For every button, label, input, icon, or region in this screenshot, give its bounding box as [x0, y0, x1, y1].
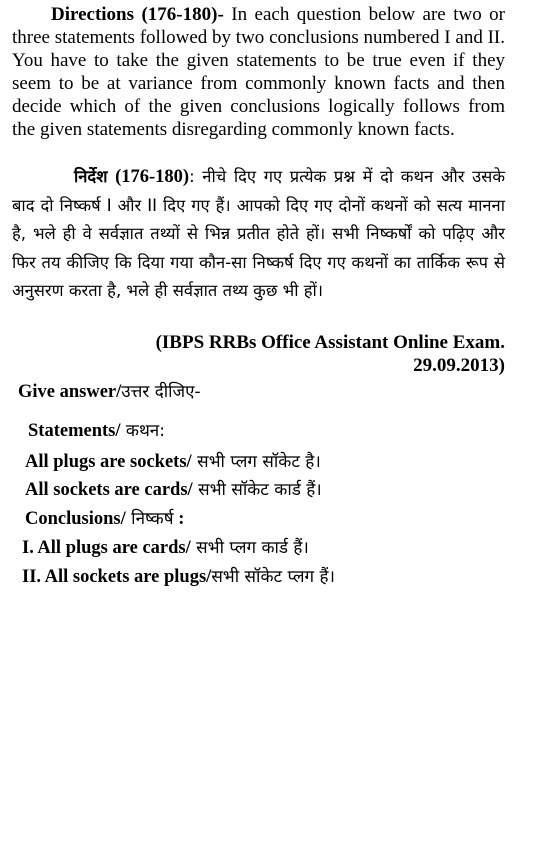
statement-1-hi: सभी प्लग सॉकेट है। [191, 452, 321, 472]
directions-hindi [12, 163, 505, 306]
exam-source [156, 331, 505, 377]
exam-source-line2: 29.09.2013) [413, 355, 505, 376]
conclusion-1-en: I. All plugs are cards/ [22, 538, 191, 558]
statement-2 [25, 477, 322, 501]
conclusions-heading [25, 506, 184, 530]
statements-heading-en: Statements/ [28, 421, 121, 441]
statement-1 [25, 449, 321, 473]
conclusion-2 [22, 564, 335, 588]
conclusion-2-en: II. All sockets are plugs/ [22, 567, 212, 587]
conclusion-1-hi: सभी प्लग कार्ड हैं। [190, 538, 309, 558]
conclusion-2-hi: सभी सॉकेट प्लग हैं। [211, 567, 335, 587]
directions-hindi-range: (176-180) [115, 167, 190, 187]
statement-2-en: All sockets are cards/ [25, 480, 193, 500]
statements-heading-hi: कथन: [120, 421, 165, 441]
conclusion-1 [22, 535, 309, 559]
exam-source-line1: (IBPS RRBs Office Assistant Online Exam. [155, 332, 505, 353]
give-answer [18, 379, 201, 403]
statement-2-hi: सभी सॉकेट कार्ड हैं। [192, 480, 322, 500]
conclusions-heading-hi: निष्कर्ष [125, 509, 174, 529]
give-answer-hi: उत्तर दीजिए- [121, 382, 201, 402]
give-answer-en: Give answer/ [18, 382, 122, 402]
statements-heading [28, 418, 165, 442]
directions-hindi-text: : नीचे दिए गए प्रत्येक प्रश्न में दो कथन और उसके बाद दो निष्कर्ष I और II दिए गए हैं। आपको दिए गए दोनों कथनों को सत्य मानना है, भले ही वे सर्वज्ञात तथ्यों से भिन्न प्रतीत होते हों। सभी निष्कर्षों को पढ़िए और फिर तय कीजिए कि दिया गया कौन-सा निष्कर्ष दिए गए कथनों का तार्किक रूप से अनुसरण करता है, भले ही सर्वज्ञात तथ्य कुछ भी हों। [12, 167, 505, 300]
directions-hindi-label: निर्देश [74, 167, 108, 186]
directions-english [12, 3, 505, 141]
directions-label: Directions (176-180)- [51, 4, 224, 25]
statement-1-en: All plugs are sockets/ [25, 452, 192, 472]
conclusions-heading-colon: : [173, 509, 185, 529]
directions-text: In each question below are two or three statements followed by two conclusions numbered I and II. You have to take the given statements to be true even if they seem to be at variance from commonly known facts and then decide which of the given conclusions logically follows from the given statements disregarding commonly known facts. [12, 4, 505, 140]
conclusions-heading-en: Conclusions/ [25, 509, 126, 529]
